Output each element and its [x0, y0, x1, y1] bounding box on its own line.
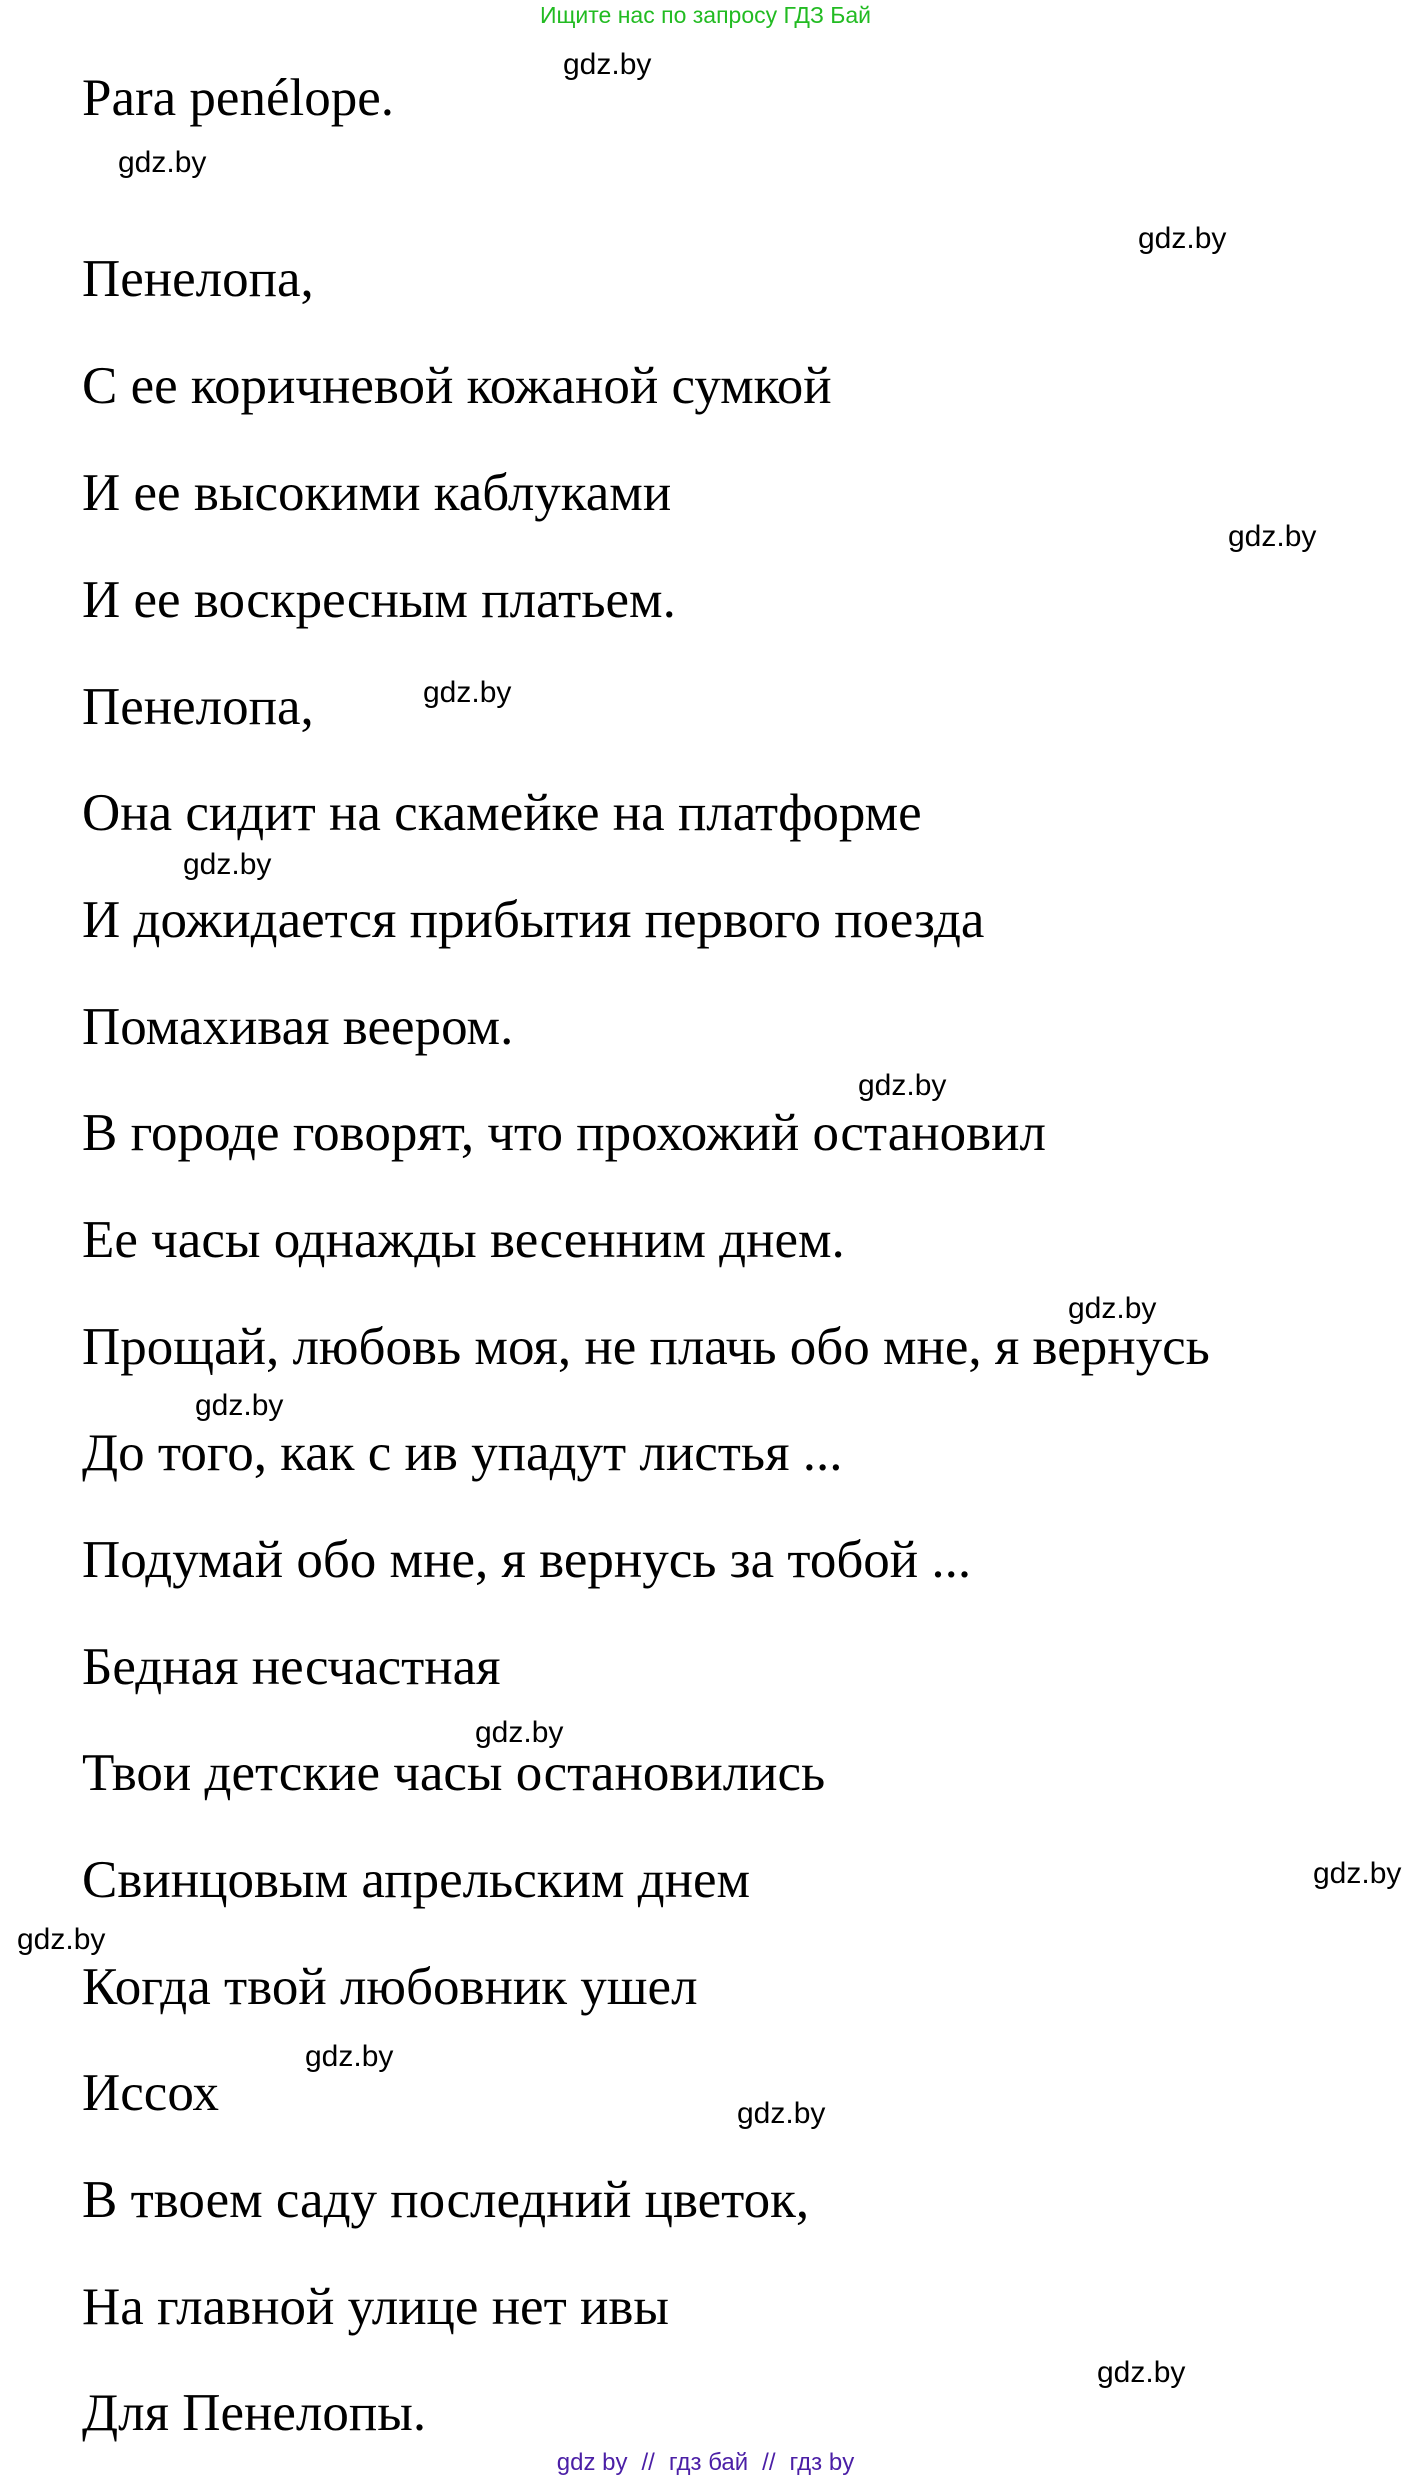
poem-line: Иссох [82, 2064, 220, 2122]
watermark: gdz.by [17, 1923, 106, 1956]
header-search-link[interactable]: Ищите нас по запросу ГДЗ Бай [539, 2, 872, 28]
watermark: gdz.by [475, 1716, 564, 1749]
footer-separator: // [762, 2449, 776, 2476]
watermark: gdz.by [1228, 520, 1317, 553]
poem-line: Она сидит на скамейке на платформе [82, 784, 922, 842]
poem-line: С ее коричневой кожаной сумкой [82, 357, 832, 415]
poem-line: Свинцовым апрельским днем [82, 1851, 751, 1909]
watermark: gdz.by [305, 2040, 394, 2073]
poem-line: До того, как с ив упадут листья ... [82, 1424, 843, 1482]
poem-line: В твоем саду последний цветок, [82, 2171, 810, 2229]
watermark: gdz.by [563, 48, 652, 81]
watermark: gdz.by [858, 1069, 947, 1102]
footer-link-gdz-by[interactable]: gdz by [556, 2449, 628, 2476]
watermark: gdz.by [1097, 2356, 1186, 2389]
footer-separator: // [641, 2449, 655, 2476]
poem-line: Бедная несчастная [82, 1638, 501, 1696]
poem-line: Para penélope. [82, 69, 394, 127]
poem-line: И ее воскресным платьем. [82, 571, 676, 629]
poem-line: Ее часы однажды весенним днем. [82, 1211, 845, 1269]
poem-line: И ее высокими каблуками [82, 464, 672, 522]
watermark: gdz.by [737, 2097, 826, 2130]
poem-line: В городе говорят, что прохожий остановил [82, 1104, 1046, 1162]
poem-line: Помахивая веером. [82, 998, 514, 1056]
footer-link-gdz-by-cyrillic[interactable]: гдз by [789, 2449, 855, 2476]
footer-link-gdz-bai[interactable]: гдз бай [668, 2449, 749, 2476]
poem-line: Подумай обо мне, я вернусь за тобой ... [82, 1531, 972, 1589]
poem-line: Пенелопа, [82, 678, 314, 736]
poem-line: Прощай, любовь моя, не плачь обо мне, я вернусь [82, 1318, 1210, 1376]
poem-line: Твои детские часы остановились [82, 1744, 826, 1802]
watermark: gdz.by [1138, 222, 1227, 255]
poem-line: Для Пенелопы. [82, 2384, 427, 2442]
watermark: gdz.by [1313, 1857, 1402, 1890]
watermark: gdz.by [118, 146, 207, 179]
poem-line: На главной улице нет ивы [82, 2278, 669, 2336]
watermark: gdz.by [423, 676, 512, 709]
poem-line: Когда твой любовник ушел [82, 1958, 698, 2016]
poem-line: Пенелопа, [82, 250, 314, 308]
watermark: gdz.by [1068, 1292, 1157, 1325]
poem-line: И дожидается прибытия первого поезда [82, 891, 985, 949]
footer-links [0, 2448, 1411, 2478]
watermark: gdz.by [183, 848, 272, 881]
watermark: gdz.by [195, 1389, 284, 1422]
